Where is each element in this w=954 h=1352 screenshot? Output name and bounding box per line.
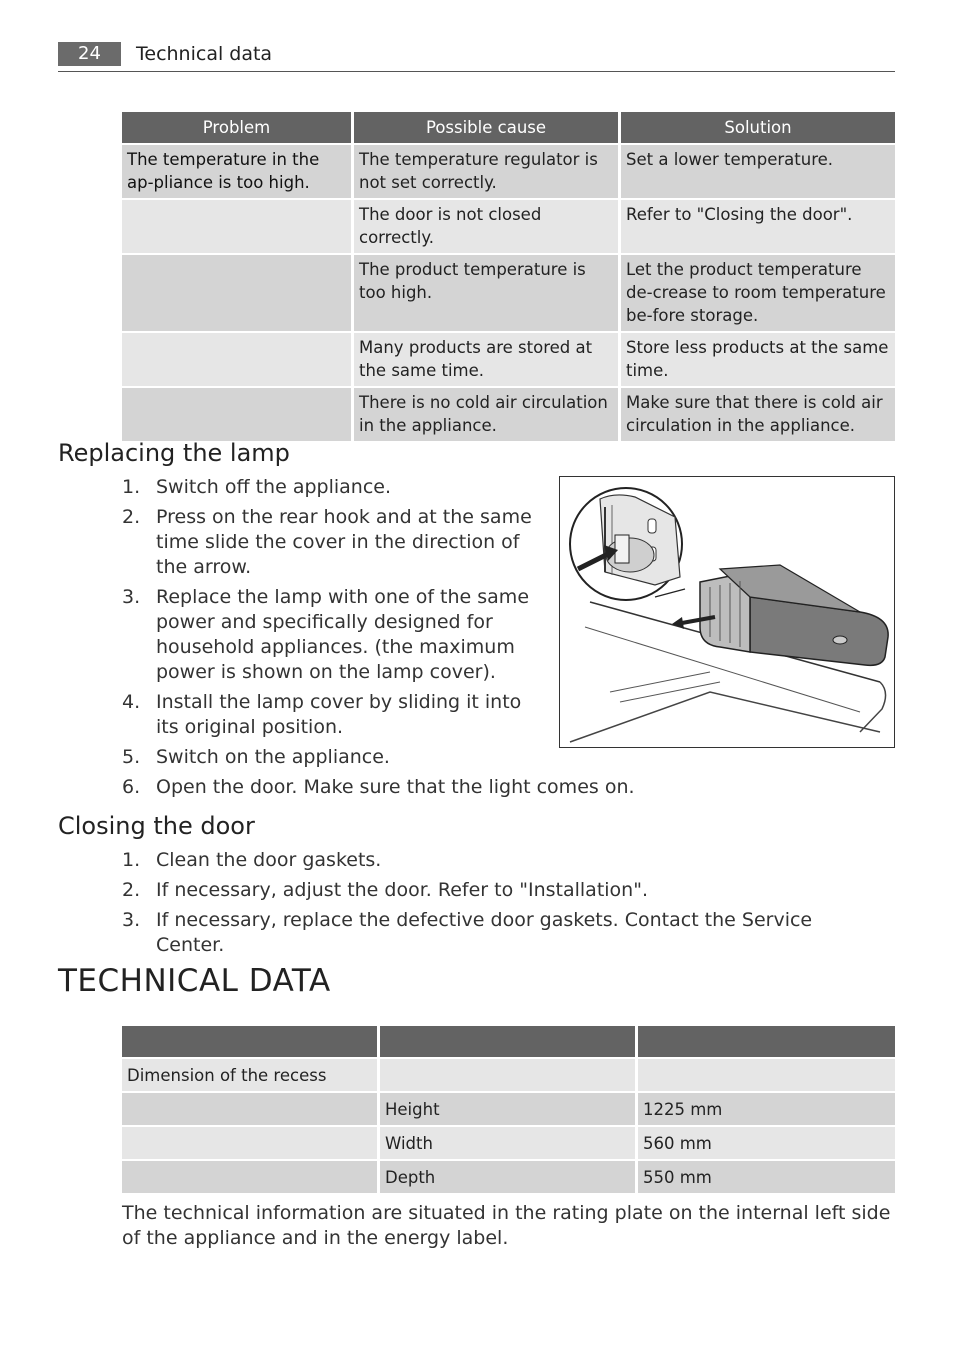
solution-cell: Set a lower temperature. <box>621 145 895 198</box>
solution-cell: Store less products at the same time. <box>621 333 895 386</box>
label-cell <box>122 1127 377 1159</box>
replacing-lamp-heading: Replacing the lamp <box>58 439 290 467</box>
step-text: If necessary, replace the defective door gaskets. Contact the Service Center. <box>156 909 813 956</box>
problem-cell <box>122 388 351 441</box>
list-item <box>122 878 882 903</box>
property-cell: Height <box>380 1093 635 1125</box>
step-number: 3. <box>122 586 141 608</box>
cause-cell: Many products are stored at the same time. <box>354 333 618 386</box>
table-header-row <box>122 112 895 143</box>
table-row <box>122 1093 895 1125</box>
header-cell <box>638 1026 895 1057</box>
lamp-cover-illustration <box>559 476 895 748</box>
table-row <box>122 388 895 441</box>
list-item <box>122 505 542 580</box>
cause-cell: The door is not closed correctly. <box>354 200 618 253</box>
lamp-cover-drawing <box>560 477 895 748</box>
step-number: 1. <box>122 476 141 498</box>
value-cell: 560 mm <box>638 1127 895 1159</box>
closing-door-heading: Closing the door <box>58 812 255 840</box>
label-cell <box>122 1161 377 1193</box>
header-cell <box>122 1026 377 1057</box>
list-item <box>122 690 542 740</box>
cause-cell: The product temperature is too high. <box>354 255 618 331</box>
step-text: Switch off the appliance. <box>156 476 392 498</box>
header-title: Technical data <box>136 43 273 65</box>
header-possible-cause: Possible cause <box>354 112 618 143</box>
step-number: 5. <box>122 746 141 768</box>
property-cell: Width <box>380 1127 635 1159</box>
table-row <box>122 145 895 198</box>
list-item <box>122 775 842 800</box>
header-cell <box>380 1026 635 1057</box>
step-text: Replace the lamp with one of the same power and specifically designed for household appliances. (the maximum power is shown on the lamp cover). <box>156 586 530 683</box>
step-number: 6. <box>122 776 141 798</box>
step-number: 3. <box>122 909 141 931</box>
table-row <box>122 1161 895 1193</box>
step-text: Install the lamp cover by sliding it into its original position. <box>156 691 522 738</box>
step-text: Clean the door gaskets. <box>156 849 382 871</box>
value-cell: 1225 mm <box>638 1093 895 1125</box>
property-cell <box>380 1059 635 1091</box>
label-cell <box>122 1093 377 1125</box>
step-text: Press on the rear hook and at the same time slide the cover in the direction of the arrow. <box>156 506 532 578</box>
value-cell <box>638 1059 895 1091</box>
table-row <box>122 1059 895 1091</box>
table-row <box>122 1127 895 1159</box>
list-item <box>122 585 542 685</box>
step-number: 1. <box>122 849 141 871</box>
problem-cell: The temperature in the ap-pliance is too high. <box>122 145 351 198</box>
page-number: 24 <box>58 42 121 66</box>
table-row <box>122 255 895 331</box>
list-item <box>122 745 542 770</box>
table-row <box>122 333 895 386</box>
cause-cell: The temperature regulator is not set correctly. <box>354 145 618 198</box>
replacing-lamp-steps <box>122 475 635 805</box>
header-solution: Solution <box>621 112 895 143</box>
list-item <box>122 475 542 500</box>
solution-cell: Make sure that there is cold air circulation in the appliance. <box>621 388 895 441</box>
technical-data-heading: TECHNICAL DATA <box>58 963 331 999</box>
table-row <box>122 200 895 253</box>
value-cell: 550 mm <box>638 1161 895 1193</box>
step-text: Open the door. Make sure that the light comes on. <box>156 776 635 798</box>
solution-cell: Refer to "Closing the door". <box>621 200 895 253</box>
page-header <box>58 40 895 72</box>
step-number: 2. <box>122 879 141 901</box>
step-number: 4. <box>122 691 141 713</box>
table-header-row <box>122 1026 895 1057</box>
step-text: Switch on the appliance. <box>156 746 390 768</box>
list-item <box>122 848 882 873</box>
problem-cell <box>122 200 351 253</box>
technical-note: The technical information are situated in the rating plate on the internal left side of the appliance and in the energy label. <box>122 1202 891 1249</box>
list-item <box>122 908 882 958</box>
property-cell: Depth <box>380 1161 635 1193</box>
technical-data-table <box>119 1024 898 1195</box>
solution-cell: Let the product temperature de-crease to room temperature be-fore storage. <box>621 255 895 331</box>
step-number: 2. <box>122 506 141 528</box>
problem-cell <box>122 333 351 386</box>
label-cell: Dimension of the recess <box>122 1059 377 1091</box>
closing-door-steps <box>122 848 882 963</box>
step-text: If necessary, adjust the door. Refer to "Installation". <box>156 879 648 901</box>
troubleshooting-table <box>119 110 898 443</box>
problem-cell <box>122 255 351 331</box>
cause-cell: There is no cold air circulation in the appliance. <box>354 388 618 441</box>
header-problem: Problem <box>122 112 351 143</box>
